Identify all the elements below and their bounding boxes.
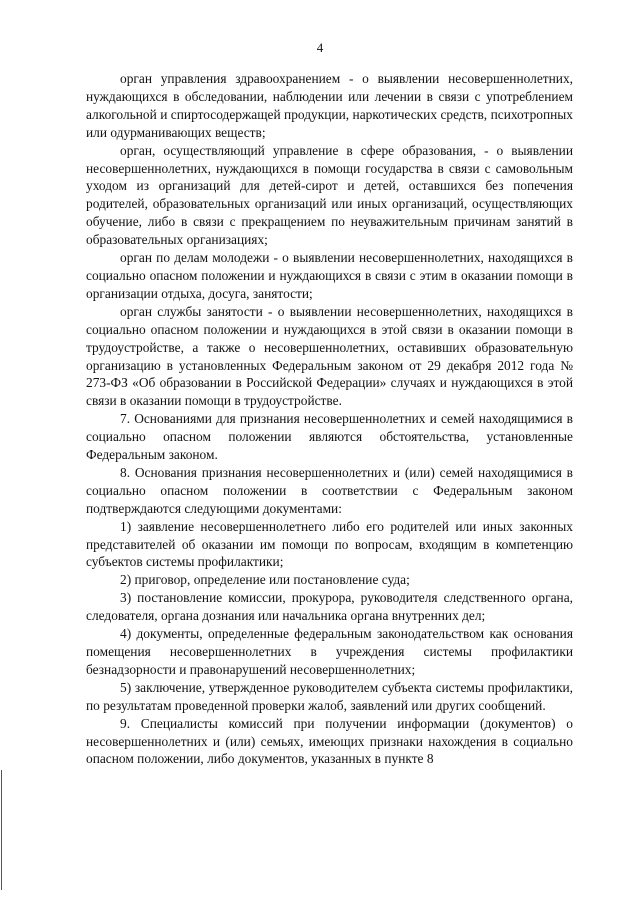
paragraph-subitem-5: 5) заключение, утвержденное руководителем субъекта системы профилактики, по результатам проведенной проверки жалоб, заявлений или других сообщений. (86, 679, 573, 713)
paragraph-item-8: 8. Основания признания несовершеннолетних и (или) семей находящимися в социально опасном положении в соответствии с Федеральным законом подтверждаются следующими документами: (86, 464, 573, 516)
paragraph-subitem-2: 2) приговор, определение или постановление суда; (120, 572, 410, 588)
scan-edge-line (1, 770, 2, 890)
paragraph-employment-service: орган службы занятости - о выявлении несовершеннолетних, находящихся в социально опасном положении и нуждающихся в этой связи в оказании помощи в трудоустройстве, а также о несовершеннолетних, оставивших образовательную организацию в установленных Федеральным законом от 29 декабря 2012 года № 273-ФЗ «Об образовании в Российской Федерации» случаях и нуждающихся в этой связи в оказании помощи в трудоустройстве. (86, 303, 573, 409)
document-body (86, 70, 573, 768)
paragraph-item-9: 9. Специалисты комиссий при получении информации (документов) о несовершеннолетних и (или) семьях, имеющих признаки нахождения в социально опасном положении, либо документов, указанных в пункте 8 (86, 715, 573, 767)
paragraph-subitem-3: 3) постановление комиссии, прокурора, руководителя следственного органа, следователя, органа дознания или начальника органа внутренних дел; (86, 590, 573, 624)
paragraph-youth-affairs-authority: орган по делам молодежи - о выявлении несовершеннолетних, находящихся в социально опасном положении и нуждающихся в связи с этим в оказании помощи в организации отдыха, досуга, занятости; (86, 250, 573, 301)
paragraph-education-authority: орган, осуществляющий управление в сфере образования, - о выявлении несовершеннолетних, нуждающихся в помощи государства в связи с самовольным уходом из организаций для детей-сирот и детей, оставшихся без попечения родителей, образовательных организаций или иных организаций, осуществляющих обучение, либо в связи с прекращением по неуважительным причинам занятий в образовательных организациях; (86, 142, 573, 248)
paragraph-subitem-1: 1) заявление несовершеннолетнего либо его родителей или иных законных представителей об оказании им помощи по вопросам, входящим в компетенцию субъектов системы профилактики; (86, 518, 573, 570)
paragraph-item-7: 7. Основаниями для признания несовершеннолетних и семей находящимися в социально опасном положении являются обстоятельства, установленные Федеральным законом. (86, 411, 573, 463)
page-number: 4 (316, 40, 324, 55)
paragraph-health-authority: орган управления здравоохранением - о выявлении несовершеннолетних, нуждающихся в обследовании, наблюдении или лечении в связи с употреблением алкогольной и спиртосодержащей продукции, наркотических средств, психотропных или одурманивающих веществ; (86, 71, 573, 140)
paragraph-subitem-4: 4) документы, определенные федеральным законодательством как основания помещения несовершеннолетних в учреждения системы профилактики безнадзорности и правонарушений несовершеннолетних; (86, 626, 573, 677)
